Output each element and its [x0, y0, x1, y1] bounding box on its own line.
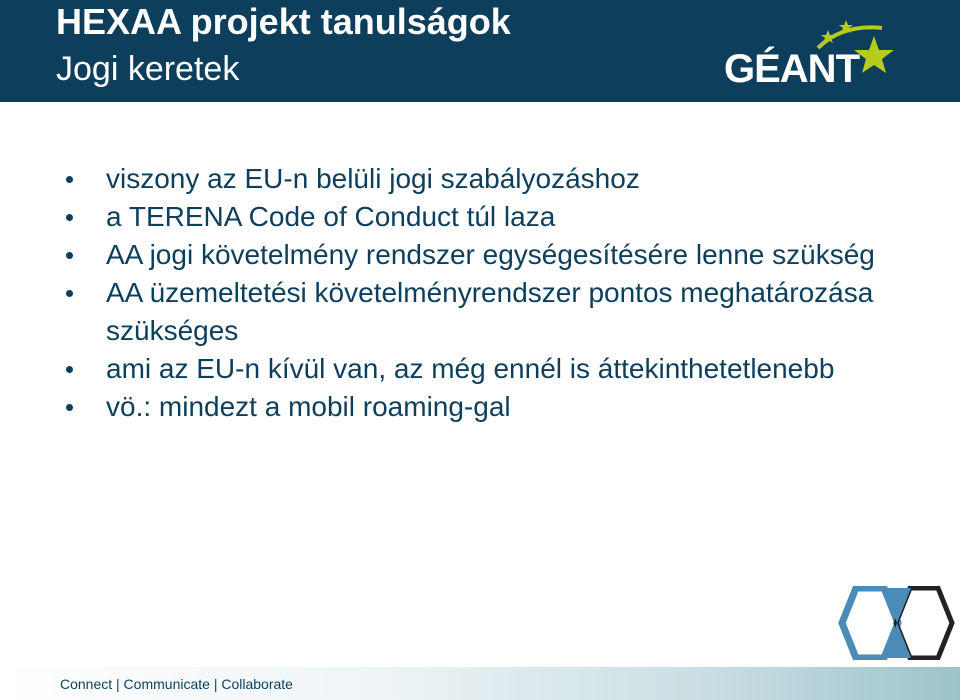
bullet-text: viszony az EU-n belüli jogi szabályozáshoz [106, 163, 640, 194]
bullet-text: ami az EU-n kívül van, az még ennél is áttekinthetetlenebb [106, 353, 835, 384]
slide-header [0, 0, 960, 102]
bullet-dot-icon [66, 366, 73, 373]
geant-logo-icon [722, 14, 900, 90]
slide-subtitle: Jogi keretek [56, 50, 240, 88]
list-item [66, 160, 946, 198]
bullet-dot-icon [66, 290, 73, 297]
bullet-dot-icon [66, 252, 73, 259]
list-item [66, 350, 946, 388]
slide-footer [0, 667, 960, 700]
bullet-dot-icon [66, 404, 73, 411]
bullet-text: a TERENA Code of Conduct túl laza [106, 201, 556, 232]
bullet-text: AA üzemeltetési követelményrendszer pontos meghatározása szükséges [106, 277, 874, 346]
bullet-dot-icon [66, 176, 73, 183]
list-item [66, 198, 946, 236]
bullet-text: AA jogi követelmény rendszer egységesítésére lenne szükség [106, 239, 875, 270]
footer-tagline: Connect | Communicate | Collaborate [60, 676, 293, 692]
bullet-dot-icon [66, 214, 73, 221]
list-item [66, 236, 946, 274]
bullet-list [66, 160, 946, 426]
slide-title: HEXAA projekt tanulságok [56, 1, 511, 42]
geant-star-icon [854, 36, 894, 73]
list-item [66, 274, 946, 350]
bullet-text: vö.: mindezt a mobil roaming-gal [106, 391, 511, 422]
list-item [66, 388, 946, 426]
hexaa-hexagons-icon [834, 586, 960, 660]
geant-logo-text: GÉANT [724, 47, 859, 90]
